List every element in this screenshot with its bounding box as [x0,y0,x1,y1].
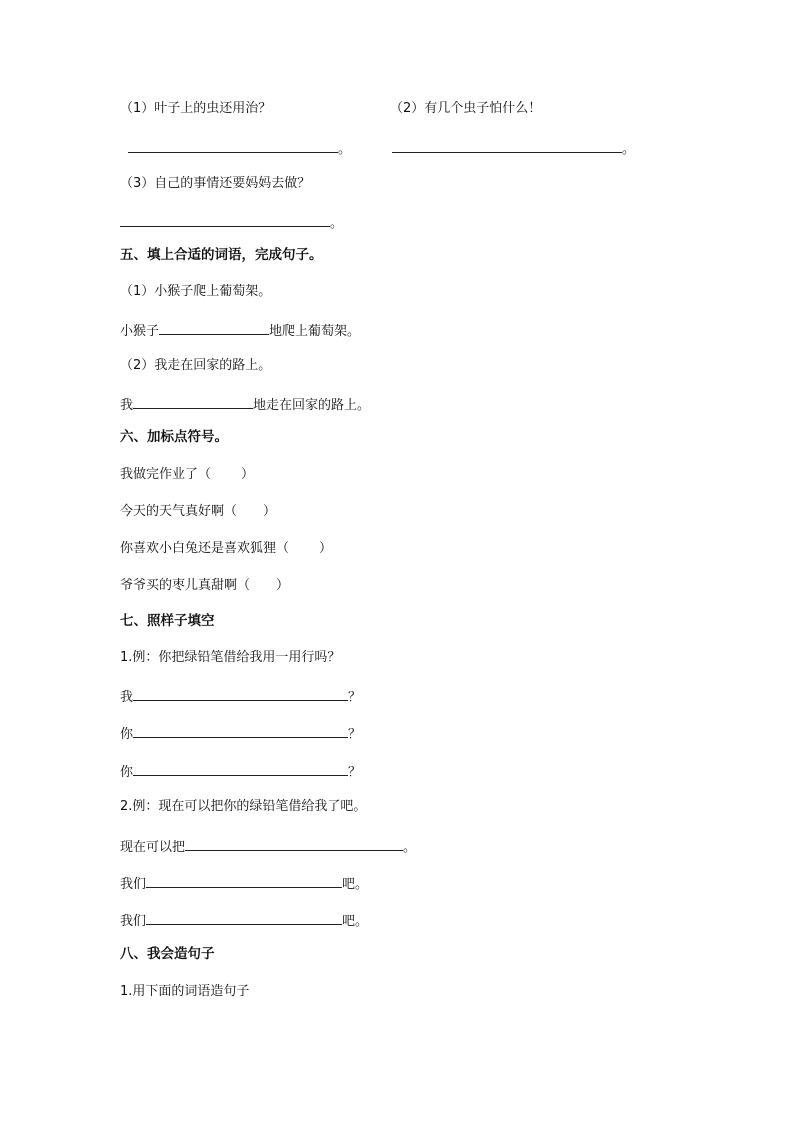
s5-item-1: （1）小猴子爬上葡萄架。 [120,284,272,299]
punct-line: 我做完作业了（ ） [120,467,255,482]
s7-example-1: 1.例：你把绿铅笔借给我用一用行吗？ [120,650,341,665]
s5-fill-2: 我 地走在回家的路上。 [120,394,370,412]
section-7-title: 七、照样子填空 [120,613,215,629]
section-6-title: 六、加标点符号。 [120,429,228,445]
s7-fill-line: 现在可以把 。 [120,836,416,854]
fill-blank[interactable] [133,723,348,738]
fill-blank[interactable] [133,761,348,776]
s7-example-2: 2.例：现在可以把你的绿铅笔借给我了吧。 [120,799,367,814]
s7-fill-line: 你 ？ [120,723,361,741]
fill-blank[interactable] [133,394,253,409]
section-8-title: 八、我会造句子 [120,946,215,962]
q4-answer-2: 。 [392,138,635,156]
s7-fill-line: 我 ？ [120,686,361,704]
s5-item-2: （2）我走在回家的路上。 [120,358,272,373]
fill-blank[interactable] [146,873,342,888]
answer-blank[interactable] [128,138,338,153]
s7-fill-line: 我们 吧。 [120,910,368,928]
s7-fill-line: 你 ？ [120,761,361,779]
punct-line: 今天的天气真好啊（ ） [120,504,277,519]
answer-blank[interactable] [120,212,330,227]
fill-blank[interactable] [133,686,348,701]
q4-item-2: （2）有几个虫子怕什么！ [390,101,542,116]
fill-blank[interactable] [159,320,269,335]
answer-blank[interactable] [392,138,622,153]
q4-item-3: （3）自己的事情还要妈妈去做？ [120,176,311,191]
q4-answer-1: 。 [128,138,351,156]
fill-blank[interactable] [185,836,403,851]
fill-blank[interactable] [146,910,342,925]
s8-item-1: 1.用下面的词语造句子 [120,984,250,999]
section-5-title: 五、填上合适的词语，完成句子。 [120,247,323,263]
s5-fill-1: 小猴子 地爬上葡萄架。 [120,320,360,338]
q4-item-1: （1）叶子上的虫还用治？ [120,101,272,116]
q4-answer-3: 。 [120,212,343,230]
s7-fill-line: 我们 吧。 [120,873,368,891]
punct-line: 你喜欢小白兔还是喜欢狐狸（ ） [120,541,333,556]
punct-line: 爷爷买的枣儿真甜啊（ ） [120,578,290,593]
